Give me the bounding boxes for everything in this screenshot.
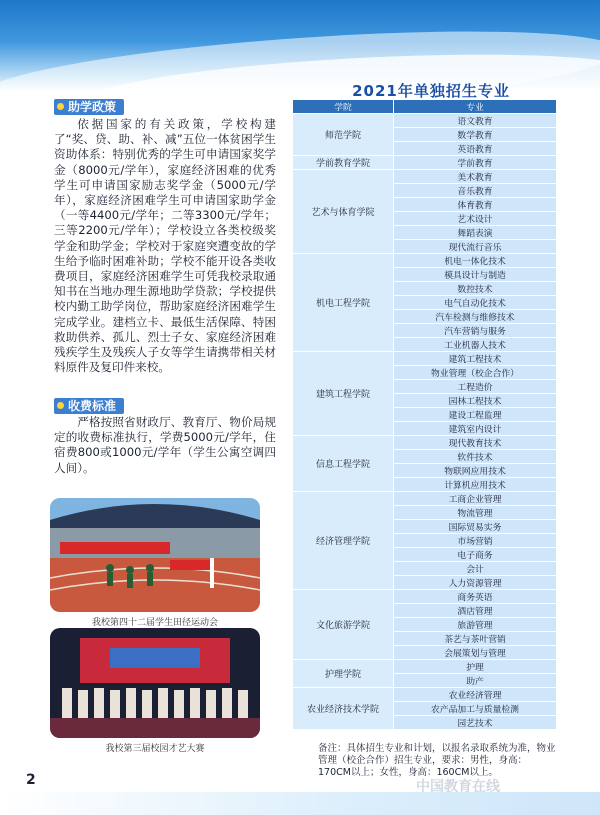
table-row xyxy=(293,590,557,604)
major-cell: 园艺技术 xyxy=(394,716,557,730)
major-cell: 机电一体化技术 xyxy=(394,254,557,268)
college-cell: 建筑工程学院 xyxy=(293,352,394,436)
photo-caption-talent: 我校第三届校园才艺大赛 xyxy=(105,744,205,754)
major-cell: 国际贸易实务 xyxy=(394,520,557,534)
major-cell: 酒店管理 xyxy=(394,604,557,618)
footer-bar xyxy=(0,792,600,815)
watermark-logo: 中国教育在线 xyxy=(416,779,500,795)
major-cell: 工程造价 xyxy=(394,380,557,394)
major-cell: 农业经济管理 xyxy=(394,688,557,702)
major-cell: 模具设计与制造 xyxy=(394,268,557,282)
majors-table xyxy=(292,99,557,730)
major-cell: 护理 xyxy=(394,660,557,674)
college-cell: 经济管理学院 xyxy=(293,492,394,590)
major-cell: 汽车营销与服务 xyxy=(394,324,557,338)
major-cell: 工业机器人技术 xyxy=(394,338,557,352)
college-cell: 艺术与体育学院 xyxy=(293,170,394,254)
major-cell: 园林工程技术 xyxy=(394,394,557,408)
major-cell: 建设工程监理 xyxy=(394,408,557,422)
major-cell: 英语教育 xyxy=(394,142,557,156)
table-note: 备注：具体招生专业和计划，以报名录取系统为准，物业管理（校企合作）招生专业，要求：男性，身高：170CM以上；女性，身高：160CM以上。 xyxy=(318,743,556,778)
college-cell: 机电工程学院 xyxy=(293,254,394,352)
major-cell: 助产 xyxy=(394,674,557,688)
major-cell: 市场营销 xyxy=(394,534,557,548)
table-row xyxy=(293,688,557,702)
major-cell: 物联网应用技术 xyxy=(394,464,557,478)
table-row xyxy=(293,254,557,268)
college-cell: 文化旅游学院 xyxy=(293,590,394,660)
major-cell: 会计 xyxy=(394,562,557,576)
major-cell: 数控技术 xyxy=(394,282,557,296)
major-cell: 体育教育 xyxy=(394,198,557,212)
major-cell: 现代教育技术 xyxy=(394,436,557,450)
major-cell: 现代流行音乐 xyxy=(394,240,557,254)
college-cell: 学前教育学院 xyxy=(293,156,394,170)
section-title-aid-policy: 助学政策 xyxy=(54,99,124,115)
table-row xyxy=(293,436,557,450)
fees-text: 严格按照省财政厅、教育厅、物价局规定的收费标准执行，学费5000元/学年，住宿费800或1000元/学年（学生公寓空调四人间）。 xyxy=(54,415,276,475)
sports-meet-photo xyxy=(50,498,260,612)
talent-show-photo xyxy=(50,628,260,738)
major-cell: 软件技术 xyxy=(394,450,557,464)
table-row xyxy=(293,156,557,170)
major-cell: 物业管理（校企合作） xyxy=(394,366,557,380)
college-cell: 护理学院 xyxy=(293,660,394,688)
major-cell: 汽车检测与维修技术 xyxy=(394,310,557,324)
major-cell: 工商企业管理 xyxy=(394,492,557,506)
majors-table-title: 2021年单独招生专业 xyxy=(352,82,510,100)
major-cell: 旅游管理 xyxy=(394,618,557,632)
major-cell: 建筑工程技术 xyxy=(394,352,557,366)
major-cell: 茶艺与茶叶营销 xyxy=(394,632,557,646)
major-cell: 美术教育 xyxy=(394,170,557,184)
photo-caption-sports: 我校第四十二届学生田径运动会 xyxy=(91,618,218,628)
aid-policy-text: 依据国家的有关政策，学校构建了“奖、贷、助、补、减”五位一体贫困学生资助体系：特别优秀的学生可申请国家奖学金（8000元/学年），家庭经济困难的优秀学生可申请国家励志奖学金（5000元/学年），家庭经济困难学生可申请国家助学金（一等4400元/学年；二等3300元/学年；三等2200元/学年）；学校设立各类校级奖学金和助学金；学校对于家庭突遭变故的学生给予临时困难补助；学校不能开设各类收费项目，家庭经济困难学生可凭我校录取通知书在当地办理生源地助学贷款；学校提供校内勤工助学岗位，帮助家庭经济困难学生完成学业。建档立卡、最低生活保障、特困救助供养、孤儿、烈士子女、家庭经济困难残疾学生及残疾人子女等学生请携带相关材料原件及复印件来校。 xyxy=(54,117,276,375)
major-cell: 学前教育 xyxy=(394,156,557,170)
major-cell: 电气自动化技术 xyxy=(394,296,557,310)
header-major: 专业 xyxy=(394,100,557,114)
major-cell: 商务英语 xyxy=(394,590,557,604)
table-row xyxy=(293,170,557,184)
table-row xyxy=(293,352,557,366)
table-row xyxy=(293,492,557,506)
major-cell: 舞蹈表演 xyxy=(394,226,557,240)
table-row xyxy=(293,114,557,128)
major-cell: 音乐教育 xyxy=(394,184,557,198)
major-cell: 会展策划与管理 xyxy=(394,646,557,660)
section-title-fees: 收费标准 xyxy=(54,398,124,414)
major-cell: 计算机应用技术 xyxy=(394,478,557,492)
college-cell: 师范学院 xyxy=(293,114,394,156)
major-cell: 电子商务 xyxy=(394,548,557,562)
major-cell: 农产品加工与质量检测 xyxy=(394,702,557,716)
major-cell: 建筑室内设计 xyxy=(394,422,557,436)
major-cell: 语文教育 xyxy=(394,114,557,128)
header-college: 学院 xyxy=(293,100,394,114)
major-cell: 物流管理 xyxy=(394,506,557,520)
college-cell: 信息工程学院 xyxy=(293,436,394,492)
major-cell: 数学教育 xyxy=(394,128,557,142)
table-row xyxy=(293,660,557,674)
page-number: 2 xyxy=(26,772,36,788)
major-cell: 艺术设计 xyxy=(394,212,557,226)
major-cell: 人力资源管理 xyxy=(394,576,557,590)
college-cell: 农业经济技术学院 xyxy=(293,688,394,730)
